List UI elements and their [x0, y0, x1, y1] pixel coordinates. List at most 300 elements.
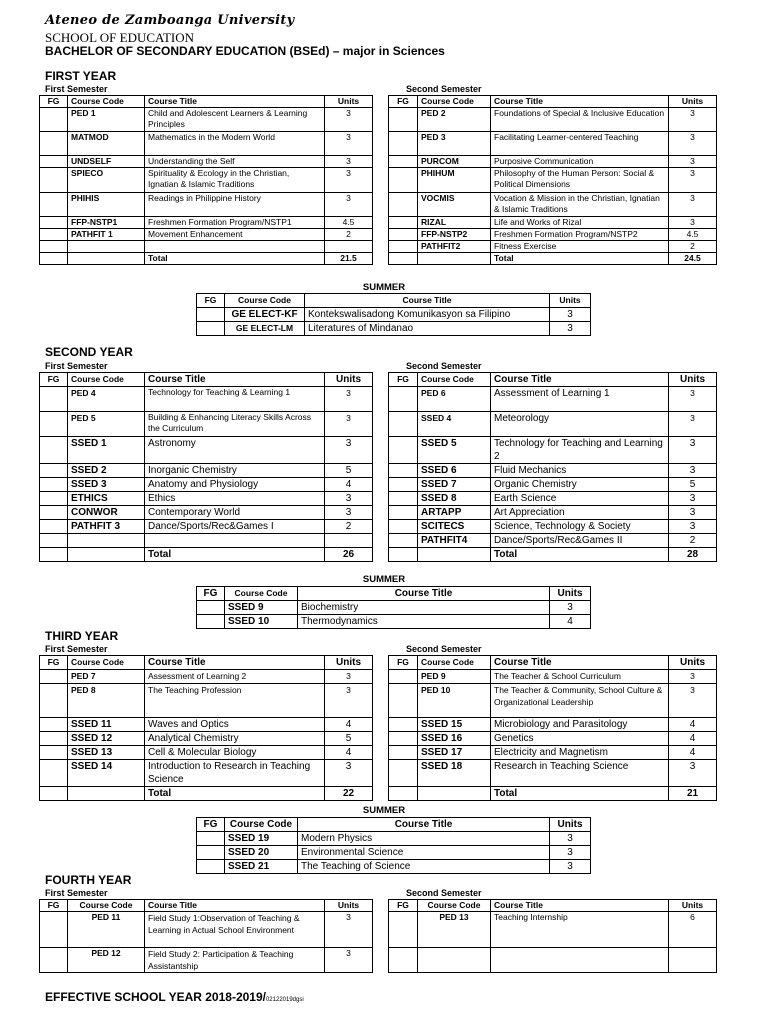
course-units: 3: [669, 193, 717, 217]
course-units: 4.5: [669, 229, 717, 241]
course-code: FFP-NSTP2: [418, 229, 491, 241]
table-row: [40, 732, 373, 746]
course-table-y2s1: [39, 372, 373, 562]
course-code: SSED 12: [68, 732, 145, 746]
course-units: 3: [325, 387, 373, 412]
semester-label: Second Semester: [406, 644, 482, 654]
course-code: SSED 9: [225, 601, 298, 615]
col-fg: FG: [389, 96, 418, 108]
course-title: Electricity and Magnetism: [491, 746, 669, 760]
course-code: PED 7: [68, 670, 145, 684]
course-code: PED 5: [68, 412, 145, 437]
course-units: 4: [669, 746, 717, 760]
course-code: SSED 3: [68, 478, 145, 492]
course-title: Spirituality & Ecology in the Christian, Ignatian & Islamic Traditions: [145, 168, 325, 193]
course-code: SSED 17: [418, 746, 491, 760]
course-table-y2s2: [388, 372, 717, 562]
course-title: The Teacher & School Curriculum: [491, 670, 669, 684]
col-units: Units: [669, 900, 717, 912]
course-code: SSED 5: [418, 437, 491, 464]
total-units: 26: [325, 548, 373, 562]
course-title: Assessment of Learning 2: [145, 670, 325, 684]
table-row: [40, 684, 373, 718]
col-units: Units: [550, 818, 591, 832]
semester-label: Second Semester: [406, 84, 482, 94]
course-code: CONWOR: [68, 506, 145, 520]
summer-table-y3: [196, 817, 591, 874]
table-row: [389, 241, 717, 253]
course-title: Technology for Teaching & Learning 1: [145, 387, 325, 412]
course-code: SSED 14: [68, 760, 145, 787]
col-units: Units: [669, 656, 717, 670]
course-units: 3: [325, 156, 373, 168]
total-row: [40, 253, 373, 265]
table-row: [389, 464, 717, 478]
course-title: Science, Technology & Society: [491, 520, 669, 534]
course-title: Technology for Teaching and Learning 2: [491, 437, 669, 464]
table-row: [40, 464, 373, 478]
course-units: 3: [325, 670, 373, 684]
course-units: 4.5: [325, 217, 373, 229]
table-row: [389, 478, 717, 492]
course-title: Meteorology: [491, 412, 669, 437]
total-row: [40, 787, 373, 801]
col-title: Course Title: [298, 818, 550, 832]
table-row: [389, 156, 717, 168]
course-table-y3s1: [39, 655, 373, 801]
course-table-y3s2: [388, 655, 717, 801]
col-fg: FG: [197, 587, 225, 601]
course-units: 3: [669, 506, 717, 520]
course-units: 5: [325, 464, 373, 478]
table-row: [389, 492, 717, 506]
col-title: Course Title: [491, 656, 669, 670]
table-row: [40, 132, 373, 156]
course-code: PED 10: [418, 684, 491, 718]
course-units: 3: [669, 412, 717, 437]
total-row: [389, 548, 717, 562]
course-title: The Teacher & Community, School Culture & Organizational Leadership: [491, 684, 669, 718]
course-units: 2: [325, 229, 373, 241]
col-units: Units: [325, 656, 373, 670]
table-row: [389, 412, 717, 437]
table-row: [197, 860, 591, 874]
course-title: Genetics: [491, 732, 669, 746]
col-code: Course Code: [68, 373, 145, 387]
table-row: [389, 534, 717, 548]
table-row: [389, 670, 717, 684]
course-code: ARTAPP: [418, 506, 491, 520]
total-row: [40, 548, 373, 562]
effective-year-footer: [45, 990, 304, 1004]
table-row: [389, 193, 717, 217]
table-header-row: [40, 656, 373, 670]
course-code: SSED 18: [418, 760, 491, 787]
table-row: [40, 718, 373, 732]
course-code: PED 4: [68, 387, 145, 412]
course-units: 4: [325, 478, 373, 492]
course-title: Assessment of Learning 1: [491, 387, 669, 412]
revision-code: 02122019dgsi: [265, 997, 304, 1003]
semester-label: Second Semester: [406, 361, 482, 371]
table-header-row: [197, 818, 591, 832]
course-table-y4s2: [388, 899, 717, 973]
table-row: [40, 217, 373, 229]
course-title: Fluid Mechanics: [491, 464, 669, 478]
course-code: PED 2: [418, 108, 491, 132]
table-header-row: [389, 373, 717, 387]
col-units: Units: [325, 900, 373, 912]
course-code: PATHFIT 3: [68, 520, 145, 534]
course-units: 3: [669, 684, 717, 718]
course-code: PED 3: [418, 132, 491, 156]
course-units: 3: [669, 520, 717, 534]
course-title: Waves and Optics: [145, 718, 325, 732]
course-units: 3: [325, 912, 373, 948]
summer-label: SUMMER: [362, 574, 406, 585]
course-units: 3: [325, 948, 373, 973]
table-row: [389, 948, 717, 973]
table-row: [389, 217, 717, 229]
table-row: [40, 670, 373, 684]
course-code: SSED 11: [68, 718, 145, 732]
course-code: SSED 6: [418, 464, 491, 478]
course-units: 3: [669, 387, 717, 412]
course-units: 3: [325, 132, 373, 156]
col-fg: FG: [389, 656, 418, 670]
course-code: PHIHUM: [418, 168, 491, 193]
course-code: SSED 15: [418, 718, 491, 732]
course-units: 3: [669, 670, 717, 684]
table-row: [389, 760, 717, 787]
year-heading-second: SECOND YEAR: [45, 345, 133, 359]
course-units: 4: [550, 615, 591, 629]
total-units: 21: [669, 787, 717, 801]
course-units: 3: [325, 760, 373, 787]
course-code: SSED 2: [68, 464, 145, 478]
col-units: Units: [550, 294, 591, 308]
course-title: Earth Science: [491, 492, 669, 506]
course-units: 6: [669, 912, 717, 948]
school-name: SCHOOL OF EDUCATION: [45, 30, 195, 45]
col-fg: FG: [197, 818, 225, 832]
course-code: PATHFIT2: [418, 241, 491, 253]
course-title: Mathematics in the Modern World: [145, 132, 325, 156]
table-row: [389, 506, 717, 520]
table-row: [40, 387, 373, 412]
course-title: Freshmen Formation Program/NSTP2: [491, 229, 669, 241]
course-units: 3: [669, 156, 717, 168]
course-code: ETHICS: [68, 492, 145, 506]
course-code: SSED 21: [225, 860, 298, 874]
semester-label: First Semester: [45, 84, 108, 94]
course-table-y1s2: [388, 95, 717, 265]
university-name: Ateneo de Zamboanga University: [45, 13, 295, 28]
table-row: [389, 718, 717, 732]
course-units: 3: [325, 168, 373, 193]
course-units: 4: [669, 732, 717, 746]
course-title: Dance/Sports/Rec&Games I: [145, 520, 325, 534]
table-row: [40, 478, 373, 492]
table-row: [197, 615, 591, 629]
col-code: Course Code: [68, 900, 145, 912]
course-title: Field Study 2: Participation & Teaching Assistantship: [145, 948, 325, 973]
course-code: PED 9: [418, 670, 491, 684]
col-title: Course Title: [298, 587, 550, 601]
col-title: Course Title: [305, 294, 550, 308]
year-heading-first: FIRST YEAR: [45, 69, 117, 83]
table-row: [40, 108, 373, 132]
course-title: The Teaching Profession: [145, 684, 325, 718]
table-row: [389, 437, 717, 464]
course-title: Foundations of Special & Inclusive Education: [491, 108, 669, 132]
course-code: VOCMIS: [418, 193, 491, 217]
course-units: 3: [669, 760, 717, 787]
course-title: Purposive Communication: [491, 156, 669, 168]
course-title: Biochemistry: [298, 601, 550, 615]
course-title: Literatures of Mindanao: [305, 322, 550, 336]
course-title: Environmental Science: [298, 846, 550, 860]
course-units: 3: [325, 108, 373, 132]
total-label: Total: [491, 787, 669, 801]
course-units: 2: [325, 520, 373, 534]
course-code: SPIECO: [68, 168, 145, 193]
col-title: Course Title: [145, 96, 325, 108]
col-units: Units: [550, 587, 591, 601]
col-title: Course Title: [491, 373, 669, 387]
course-title: Freshmen Formation Program/NSTP1: [145, 217, 325, 229]
course-code: PED 6: [418, 387, 491, 412]
total-units: 24.5: [669, 253, 717, 265]
table-header-row: [40, 96, 373, 108]
total-label: Total: [491, 548, 669, 562]
course-code: GE ELECT-LM: [225, 322, 305, 336]
col-title: Course Title: [491, 96, 669, 108]
course-units: 3: [669, 168, 717, 193]
col-fg: FG: [40, 900, 68, 912]
table-row: [40, 241, 373, 253]
course-code: SSED 13: [68, 746, 145, 760]
course-units: 5: [325, 732, 373, 746]
table-row: [197, 601, 591, 615]
course-title: Contemporary World: [145, 506, 325, 520]
semester-label: First Semester: [45, 888, 108, 898]
table-header-row: [197, 587, 591, 601]
course-code: SSED 1: [68, 437, 145, 464]
table-row: [389, 732, 717, 746]
course-title: Astronomy: [145, 437, 325, 464]
course-units: 3: [325, 437, 373, 464]
col-code: Course Code: [418, 656, 491, 670]
table-row: [197, 322, 591, 336]
course-title: Kontekswalisadong Komunikasyon sa Filipino: [305, 308, 550, 322]
course-title: Dance/Sports/Rec&Games II: [491, 534, 669, 548]
course-title: Field Study 1:Observation of Teaching & Learning in Actual School Environment: [145, 912, 325, 948]
course-title: Philosophy of the Human Person: Social & Political Dimensions: [491, 168, 669, 193]
table-header-row: [40, 373, 373, 387]
course-title: Introduction to Research in Teaching Science: [145, 760, 325, 787]
total-label: Total: [145, 787, 325, 801]
table-row: [40, 912, 373, 948]
summer-table-y1: [196, 293, 591, 336]
course-units: 4: [325, 718, 373, 732]
col-units: Units: [325, 373, 373, 387]
course-code: PHIHIS: [68, 193, 145, 217]
course-code: FFP-NSTP1: [68, 217, 145, 229]
course-code: PATHFIT 1: [68, 229, 145, 241]
course-title: Movement Enhancement: [145, 229, 325, 241]
col-units: Units: [669, 373, 717, 387]
total-label: Total: [145, 548, 325, 562]
table-row: [40, 506, 373, 520]
table-row: [40, 492, 373, 506]
course-code: PED 13: [418, 912, 491, 948]
course-code: MATMOD: [68, 132, 145, 156]
year-heading-fourth: FOURTH YEAR: [45, 873, 132, 887]
course-units: 3: [325, 492, 373, 506]
course-units: 3: [550, 601, 591, 615]
col-fg: FG: [389, 900, 418, 912]
table-row: [389, 168, 717, 193]
table-row: [40, 193, 373, 217]
table-row: [40, 760, 373, 787]
course-units: 3: [669, 217, 717, 229]
course-units: 5: [669, 478, 717, 492]
course-table-y4s1: [39, 899, 373, 973]
col-code: Course Code: [225, 818, 298, 832]
col-fg: FG: [389, 373, 418, 387]
course-units: 3: [325, 506, 373, 520]
total-row: [389, 253, 717, 265]
course-code: GE ELECT-KF: [225, 308, 305, 322]
course-title: Research in Teaching Science: [491, 760, 669, 787]
course-title: Inorganic Chemistry: [145, 464, 325, 478]
effective-year: EFFECTIVE SCHOOL YEAR 2018-2019/: [45, 990, 266, 1004]
table-row: [389, 108, 717, 132]
course-code: PED 11: [68, 912, 145, 948]
col-code: Course Code: [418, 96, 491, 108]
course-units: 3: [325, 684, 373, 718]
table-row: [197, 832, 591, 846]
table-row: [389, 912, 717, 948]
col-code: Course Code: [225, 294, 305, 308]
summer-label: SUMMER: [362, 282, 406, 293]
course-code: PED 1: [68, 108, 145, 132]
col-code: Course Code: [68, 656, 145, 670]
course-code: SSED 10: [225, 615, 298, 629]
course-title: Teaching Internship: [491, 912, 669, 948]
course-title: Art Appreciation: [491, 506, 669, 520]
table-header-row: [389, 900, 717, 912]
col-title: Course Title: [145, 900, 325, 912]
course-title: Anatomy and Physiology: [145, 478, 325, 492]
table-header-row: [389, 656, 717, 670]
table-row: [40, 948, 373, 973]
table-row: [40, 229, 373, 241]
semester-label: Second Semester: [406, 888, 482, 898]
summer-label: SUMMER: [362, 805, 406, 816]
course-code: PURCOM: [418, 156, 491, 168]
col-fg: FG: [40, 656, 68, 670]
table-row: [389, 520, 717, 534]
table-row: [40, 520, 373, 534]
total-units: 21.5: [325, 253, 373, 265]
year-heading-third: THIRD YEAR: [45, 629, 119, 643]
total-label: Total: [491, 253, 669, 265]
course-table-y1s1: [39, 95, 373, 265]
total-units: 22: [325, 787, 373, 801]
course-units: 3: [669, 437, 717, 464]
course-title: Building & Enhancing Literacy Skills Across the Curriculum: [145, 412, 325, 437]
course-units: 3: [669, 492, 717, 506]
col-title: Course Title: [491, 900, 669, 912]
course-units: 3: [669, 132, 717, 156]
course-code: PATHFIT4: [418, 534, 491, 548]
table-row: [389, 684, 717, 718]
table-row: [197, 846, 591, 860]
course-units: 3: [325, 412, 373, 437]
course-title: Understanding the Self: [145, 156, 325, 168]
course-code: RIZAL: [418, 217, 491, 229]
course-title: Life and Works of Rizal: [491, 217, 669, 229]
semester-label: First Semester: [45, 644, 108, 654]
col-code: Course Code: [225, 587, 298, 601]
course-title: Cell & Molecular Biology: [145, 746, 325, 760]
course-code: SSED 8: [418, 492, 491, 506]
course-code: UNDSELF: [68, 156, 145, 168]
col-code: Course Code: [418, 900, 491, 912]
course-units: 2: [669, 534, 717, 548]
course-units: 3: [669, 108, 717, 132]
course-code: SSED 20: [225, 846, 298, 860]
course-units: 4: [669, 718, 717, 732]
col-fg: FG: [40, 96, 68, 108]
table-header-row: [40, 900, 373, 912]
course-title: The Teaching of Science: [298, 860, 550, 874]
semester-label: First Semester: [45, 361, 108, 371]
course-code: SSED 4: [418, 412, 491, 437]
course-units: 3: [550, 322, 591, 336]
course-code: PED 12: [68, 948, 145, 973]
course-units: 3: [325, 193, 373, 217]
table-row: [40, 168, 373, 193]
course-title: Ethics: [145, 492, 325, 506]
table-row: [40, 412, 373, 437]
course-title: Fitness Exercise: [491, 241, 669, 253]
course-units: 2: [669, 241, 717, 253]
course-units: 3: [550, 832, 591, 846]
table-header-row: [197, 294, 591, 308]
course-code: SCITECS: [418, 520, 491, 534]
total-label: Total: [145, 253, 325, 265]
course-title: Modern Physics: [298, 832, 550, 846]
col-title: Course Title: [145, 656, 325, 670]
course-units: 3: [669, 464, 717, 478]
course-title: Child and Adolescent Learners & Learning Principles: [145, 108, 325, 132]
course-units: 3: [550, 860, 591, 874]
course-units: 3: [550, 846, 591, 860]
course-title: Analytical Chemistry: [145, 732, 325, 746]
table-row: [40, 746, 373, 760]
course-title: Organic Chemistry: [491, 478, 669, 492]
total-row: [389, 787, 717, 801]
course-title: Thermodynamics: [298, 615, 550, 629]
course-units: 4: [325, 746, 373, 760]
course-title: Vocation & Mission in the Christian, Ignatian & Islamic Traditions: [491, 193, 669, 217]
course-title: Readings in Philippine History: [145, 193, 325, 217]
course-units: 3: [550, 308, 591, 322]
col-title: Course Title: [145, 373, 325, 387]
